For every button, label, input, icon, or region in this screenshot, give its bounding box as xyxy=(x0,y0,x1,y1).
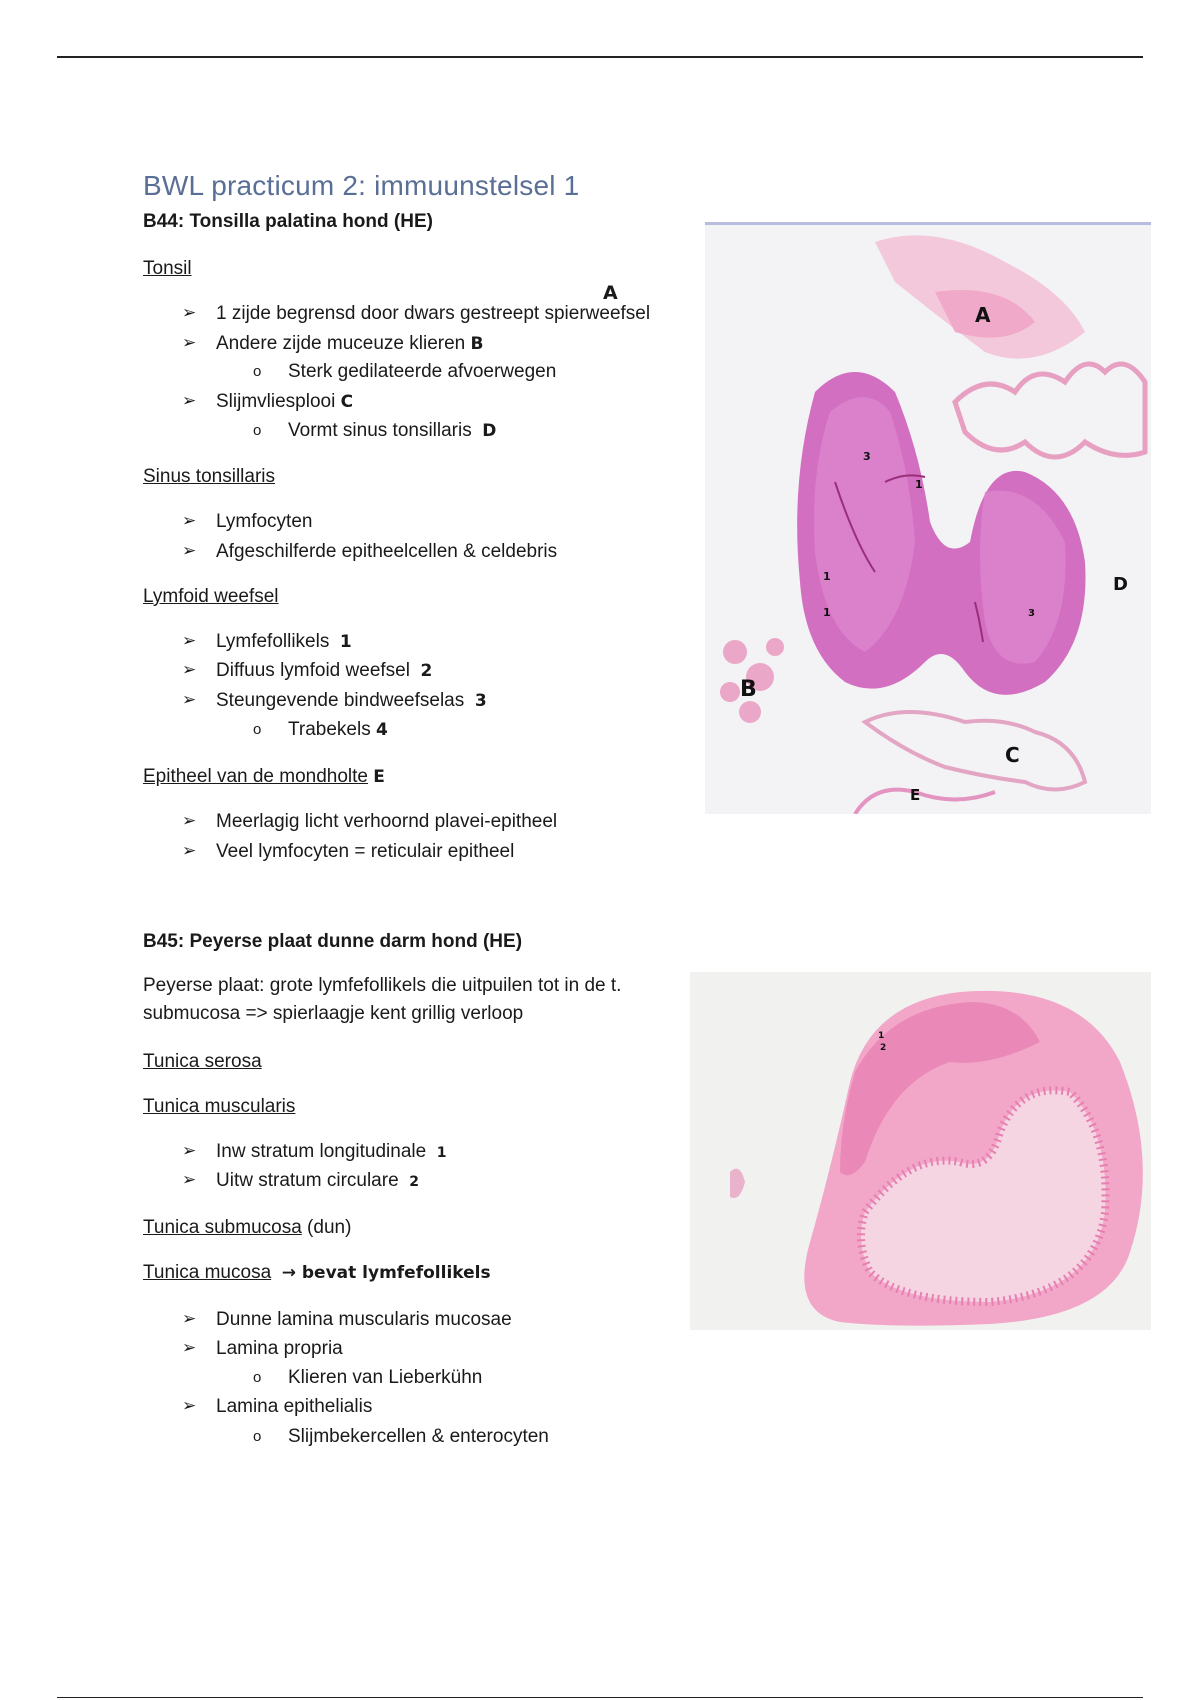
bullet-arrow: ➢ xyxy=(182,841,197,860)
sub-bullet: o xyxy=(253,721,262,738)
list-item: Diffuus lymfoid weefsel 2 xyxy=(216,660,433,681)
top-rule xyxy=(57,56,1143,58)
bullet-arrow: ➢ xyxy=(182,1396,197,1415)
list-item: Dunne lamina muscularis mucosae xyxy=(216,1309,512,1330)
image-label: E xyxy=(910,786,921,804)
sub-bullet: o xyxy=(253,422,262,439)
handwritten-mark: 2 xyxy=(409,1174,419,1190)
bullet-arrow: ➢ xyxy=(182,1170,197,1189)
peyer-patch-slide-image xyxy=(690,972,1151,1330)
bullet-arrow: ➢ xyxy=(182,333,197,352)
list-item: Andere zijde muceuze klieren B xyxy=(216,333,484,354)
sub-bullet: o xyxy=(253,1428,262,1445)
image-label: 1 xyxy=(823,570,831,583)
image-label: 3 xyxy=(863,450,871,463)
image-label: D xyxy=(1113,574,1128,595)
image-label: A xyxy=(975,303,991,327)
handwritten-mark: 1 xyxy=(339,632,352,652)
sub-bullet: o xyxy=(253,363,262,380)
handwritten-mark: E xyxy=(373,767,385,787)
bullet-arrow: ➢ xyxy=(182,1338,197,1357)
list-item: Lamina epithelialis xyxy=(216,1396,373,1417)
list-subitem: Trabekels 4 xyxy=(288,719,388,740)
list-item: Steungevende bindweefselas 3 xyxy=(216,690,487,711)
image-label: 2 xyxy=(880,1043,887,1053)
section-epitheel: Epitheel van de mondholte E xyxy=(143,766,385,787)
bullet-arrow: ➢ xyxy=(182,631,197,650)
image-label: C xyxy=(1005,743,1020,767)
image-label: 1 xyxy=(915,478,923,491)
list-item: Veel lymfocyten = reticulair epitheel xyxy=(216,841,515,862)
bullet-arrow: ➢ xyxy=(182,1309,197,1328)
bullet-arrow: ➢ xyxy=(182,511,197,530)
bullet-arrow: ➢ xyxy=(182,391,197,410)
b44-heading: B44: Tonsilla palatina hond (HE) xyxy=(143,211,433,232)
list-item: Slijmvliesplooi C xyxy=(216,391,354,412)
list-subitem: Sterk gedilateerde afvoerwegen xyxy=(288,361,557,382)
b45-heading: B45: Peyerse plaat dunne darm hond (HE) xyxy=(143,931,523,952)
list-subitem: Vormt sinus tonsillaris D xyxy=(288,420,497,441)
section-tunica-mucosa: Tunica mucosa → bevat lymfefollikels xyxy=(143,1262,491,1283)
handwritten-note: → bevat lymfefollikels xyxy=(281,1263,491,1283)
section-tonsil: Tonsil xyxy=(143,258,192,279)
tonsil-slide-image xyxy=(705,222,1151,814)
section-tunica-muscularis: Tunica muscularis xyxy=(143,1096,296,1117)
list-item: 1 zijde begrensd door dwars gestreept spierweefsel xyxy=(216,303,651,324)
bullet-arrow: ➢ xyxy=(182,1141,197,1160)
list-item: Afgeschilferde epitheelcellen & celdebris xyxy=(216,541,558,562)
section-sinus-tonsillaris: Sinus tonsillaris xyxy=(143,466,275,487)
image-label: 4 xyxy=(921,492,922,493)
handwritten-mark: 2 xyxy=(420,661,433,681)
section-lymfoid-weefsel: Lymfoid weefsel xyxy=(143,586,279,607)
image-label: B xyxy=(740,677,757,702)
handwritten-mark: D xyxy=(482,421,497,441)
image-label: 3 xyxy=(1028,608,1035,619)
page-title: BWL practicum 2: immuunstelsel 1 xyxy=(143,170,580,201)
image-label: 1 xyxy=(878,1031,885,1041)
sub-bullet: o xyxy=(253,1369,262,1386)
section-tunica-serosa: Tunica serosa xyxy=(143,1051,262,1072)
list-item: Lymfocyten xyxy=(216,511,313,532)
list-item: Uitw stratum circulare 2 xyxy=(216,1170,419,1191)
list-item: Lamina propria xyxy=(216,1338,343,1359)
bottom-rule xyxy=(57,1697,1143,1698)
list-subitem: Klieren van Lieberkühn xyxy=(288,1367,483,1388)
bullet-arrow: ➢ xyxy=(182,690,197,709)
image-label: 1 xyxy=(823,606,831,619)
section-tunica-submucosa: Tunica submucosa (dun) xyxy=(143,1217,352,1238)
handwritten-mark: C xyxy=(340,392,354,412)
bullet-arrow: ➢ xyxy=(182,811,197,830)
bullet-arrow: ➢ xyxy=(182,303,197,322)
handwritten-mark: 4 xyxy=(376,720,388,740)
handwritten-mark: 1 xyxy=(436,1145,447,1161)
handwritten-mark: A xyxy=(603,282,618,304)
bullet-arrow: ➢ xyxy=(182,660,197,679)
list-item: Inw stratum longitudinale 1 xyxy=(216,1141,447,1162)
list-subitem: Slijmbekercellen & enterocyten xyxy=(288,1426,549,1447)
list-item: Lymfefollikels 1 xyxy=(216,631,352,652)
handwritten-mark: B xyxy=(470,334,484,354)
bullet-arrow: ➢ xyxy=(182,541,197,560)
handwritten-mark: 3 xyxy=(474,691,487,711)
b45-intro: Peyerse plaat: grote lymfefollikels die uitpuilen tot in de t. submucosa => spierlaagje kent grillig verloop xyxy=(143,975,622,1024)
list-item: Meerlagig licht verhoornd plavei-epitheel xyxy=(216,811,558,832)
